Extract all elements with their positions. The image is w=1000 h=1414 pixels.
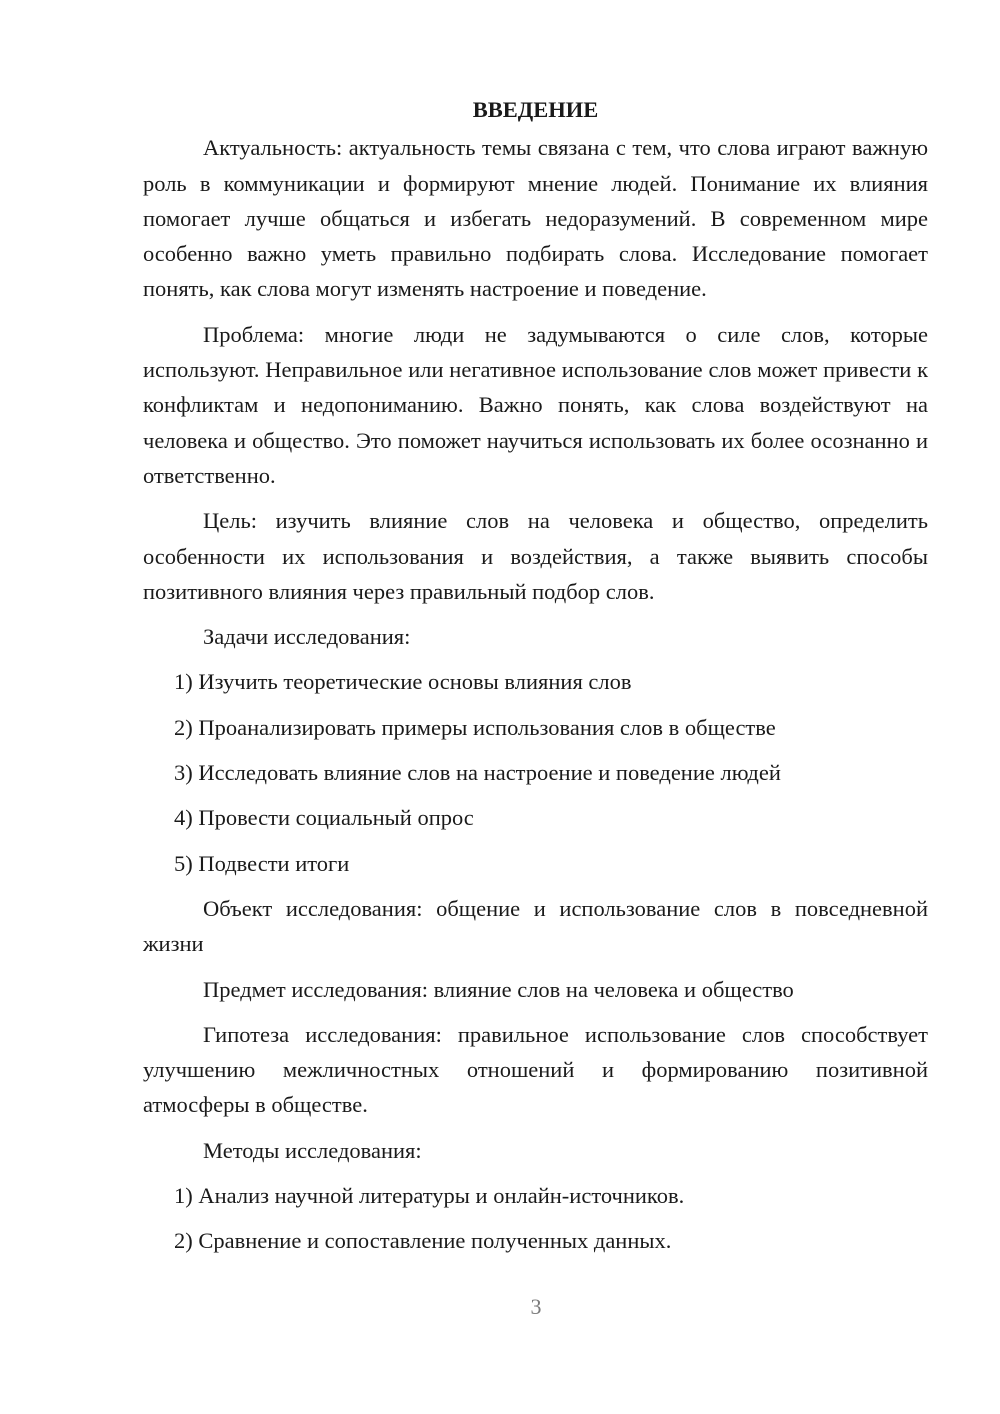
subject-paragraph: Предмет исследования: влияние слов на человека и общество xyxy=(203,976,794,1002)
goal-paragraph: Цель: изучить влияние слов на человека и общество, определить особенности их использования и воздействия, а также выявить способы позитивного влияния через правильный подбор слов. xyxy=(143,508,928,604)
hypothesis-paragraph: Гипотеза исследования: правильное использование слов способствует улучшению межличностных отношений и формированию позитивной атмосферы в обществе. xyxy=(143,1021,928,1118)
page-number: 3 xyxy=(530,1294,542,1319)
problem-paragraph: Проблема: многие люди не задумываются о силе слов, которые используют. Неправильное или негативное использование слов может привести к конфликтам и недопониманию. Важно понять, как слова воздействуют на человека и общество. Это поможет научиться использовать их более осознанно и ответственно. xyxy=(143,321,928,488)
method-item-1: 1) Анализ научной литературы и онлайн-источников. xyxy=(174,1183,685,1209)
task-item-1: 1) Изучить теоретические основы влияния слов xyxy=(174,669,632,695)
section-title: ВВЕДЕНИЕ xyxy=(472,97,599,122)
tasks-heading: Задачи исследования: xyxy=(203,624,411,650)
task-item-5: 5) Подвести итоги xyxy=(174,850,350,876)
object-paragraph: Объект исследования: общение и использование слов в повседневной жизни xyxy=(143,895,928,957)
methods-heading: Методы исследования: xyxy=(203,1137,422,1163)
document-page xyxy=(143,92,928,1269)
task-item-3: 3) Исследовать влияние слов на настроение и поведение людей xyxy=(174,760,781,786)
relevance-paragraph: Актуальность: актуальность темы связана с тем, что слова играют важную роль в коммуникации и формируют мнение людей. Понимание их влияния помогает лучше общаться и избегать недоразумений. В современном мире особенно важно уметь правильно подбирать слова. Исследование помогает понять, как слова могут изменять настроение и поведение. xyxy=(143,135,928,302)
method-item-2: 2) Сравнение и сопоставление полученных данных. xyxy=(174,1228,672,1254)
task-item-2: 2) Проанализировать примеры использования слов в обществе xyxy=(174,714,776,740)
task-item-4: 4) Провести социальный опрос xyxy=(174,805,474,831)
